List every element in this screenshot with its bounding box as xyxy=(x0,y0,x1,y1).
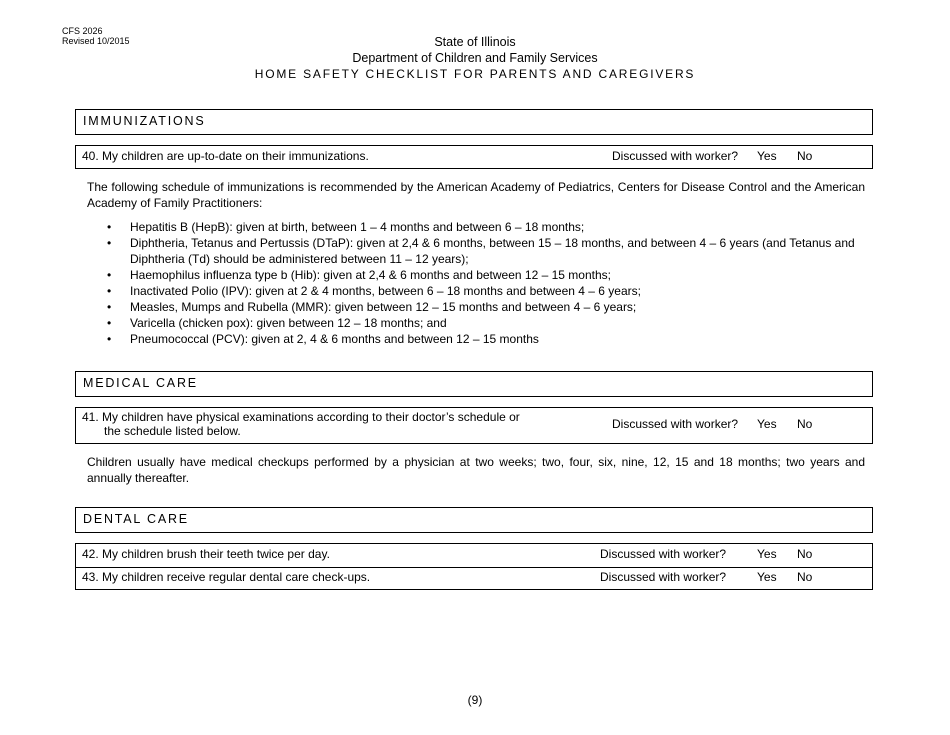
section-header-immunizations xyxy=(75,109,873,135)
medical-checkup-note: Children usually have medical checkups performed by a physician at two weeks; two, four, six, nine, 12, 15 and 18 months; two years and annually thereafter. xyxy=(87,455,865,485)
section-header-medical-care xyxy=(75,371,873,397)
list-item: • Varicella (chicken pox): given between 12 – 18 months; and xyxy=(130,315,857,331)
list-item: • Pneumococcal (PCV): given at 2, 4 & 6 months and between 12 – 15 months xyxy=(130,331,857,347)
list-item: • Hepatitis B (HepB): given at birth, between 1 – 4 months and between 6 – 18 months; xyxy=(130,219,857,235)
question-42 xyxy=(76,544,872,567)
section-title: MEDICAL CARE xyxy=(83,376,198,390)
question-43 xyxy=(76,567,872,589)
section-title: DENTAL CARE xyxy=(83,512,189,526)
list-item: • Inactivated Polio (IPV): given at 2 & 4 months, between 6 – 18 months and between 4 – 6 years; xyxy=(130,283,857,299)
question-40 xyxy=(75,145,873,169)
discussed-label: Discussed with worker? xyxy=(612,417,739,431)
section-header-dental-care xyxy=(75,507,873,533)
section-title: IMMUNIZATIONS xyxy=(83,114,206,128)
question-text-line1: 41. My children have physical examinations according to their doctor’s schedule or xyxy=(82,410,520,424)
discussed-label: Discussed with worker? xyxy=(600,570,727,584)
immunization-intro: The following schedule of immunizations is recommended by the American Academy of Pediatrics, Centers for Disease Control and the American Academy of Family Practitioners: xyxy=(87,180,865,210)
no-option[interactable]: No xyxy=(797,149,813,163)
question-text-line2: the schedule listed below. xyxy=(104,424,241,438)
question-41 xyxy=(75,407,873,444)
form-number: CFS 2026 xyxy=(62,26,103,36)
question-text: 40. My children are up-to-date on their immunizations. xyxy=(82,149,369,163)
page-number: (9) xyxy=(467,693,483,707)
department-name: Department of Children and Family Services xyxy=(352,51,598,65)
question-text: 43. My children receive regular dental care check-ups. xyxy=(82,570,371,584)
immunization-list xyxy=(87,219,857,347)
yes-option[interactable]: Yes xyxy=(757,570,777,584)
question-row xyxy=(76,146,872,168)
state-name: State of Illinois xyxy=(434,35,516,49)
no-option[interactable]: No xyxy=(797,417,813,431)
yes-option[interactable]: Yes xyxy=(757,149,777,163)
dental-questions xyxy=(75,543,873,590)
question-text xyxy=(82,410,520,438)
list-item: • Measles, Mumps and Rubella (MMR): given between 12 – 15 months and between 4 – 6 years; xyxy=(130,299,857,315)
document-title: HOME SAFETY CHECKLIST FOR PARENTS AND CAREGIVERS xyxy=(254,67,696,81)
question-row xyxy=(76,408,872,443)
discussed-label: Discussed with worker? xyxy=(612,149,739,163)
discussed-label: Discussed with worker? xyxy=(600,547,727,561)
no-option[interactable]: No xyxy=(797,570,813,584)
yes-option[interactable]: Yes xyxy=(757,417,777,431)
list-item: • Diphtheria, Tetanus and Pertussis (DTaP): given at 2,4 & 6 months, between 15 – 18 months, and between 4 – 6 years (and Tetanus and Diphtheria (Td) should be administered between 11 – 12 years); xyxy=(130,235,857,267)
document-header xyxy=(0,34,950,82)
question-text: 42. My children brush their teeth twice per day. xyxy=(82,547,330,561)
form-revision: Revised 10/2015 xyxy=(62,36,130,46)
yes-option[interactable]: Yes xyxy=(757,547,777,561)
no-option[interactable]: No xyxy=(797,547,813,561)
list-item: • Haemophilus influenza type b (Hib): given at 2,4 & 6 months and between 12 – 15 months; xyxy=(130,267,857,283)
